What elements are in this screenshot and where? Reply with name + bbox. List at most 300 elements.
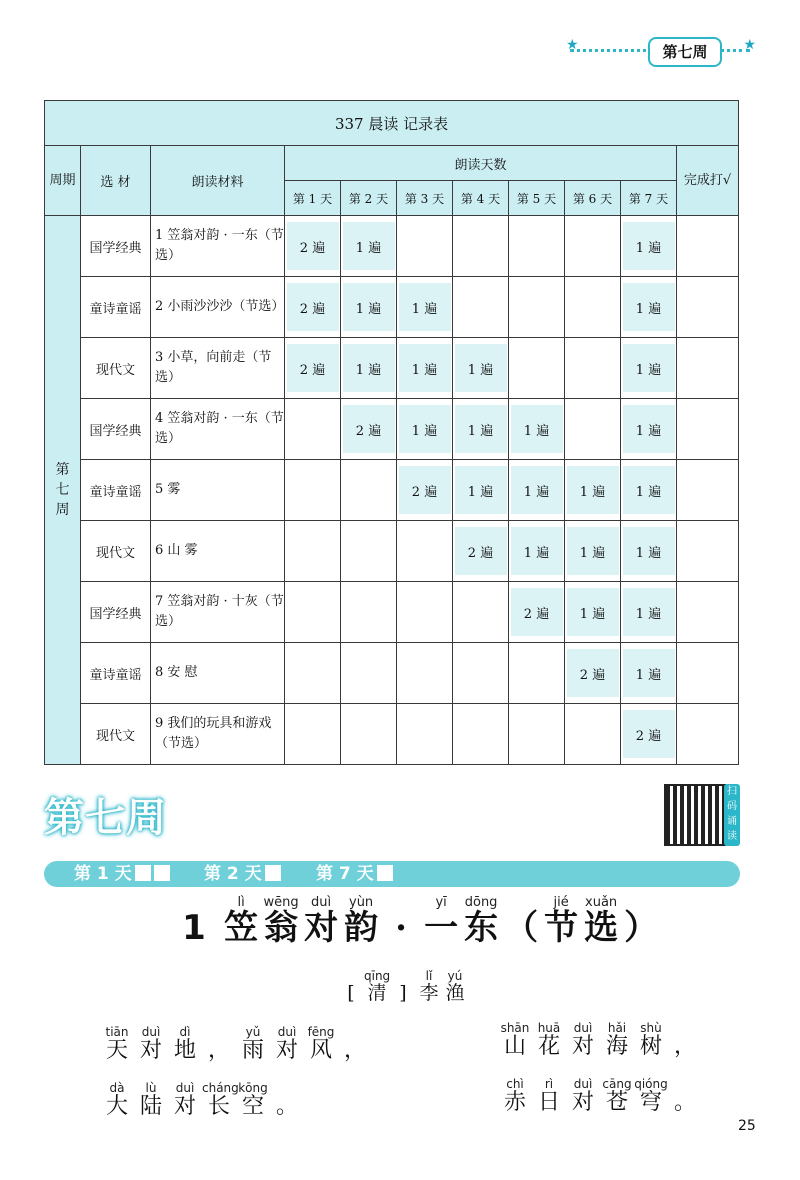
week-label: 第七周 bbox=[45, 216, 81, 765]
reading-count bbox=[287, 588, 339, 636]
hanzi: 翁 bbox=[264, 908, 299, 948]
pinyin: lǐ bbox=[425, 969, 433, 983]
reading-count-cell bbox=[565, 399, 621, 460]
reading-count-cell bbox=[397, 338, 453, 399]
hanzi: 长 bbox=[207, 1094, 230, 1119]
poem-line bbox=[498, 1076, 702, 1114]
ruby-char bbox=[498, 1020, 532, 1058]
reading-count-cell bbox=[397, 460, 453, 521]
reading-count: 1 遍 bbox=[511, 405, 563, 453]
reading-count bbox=[343, 710, 395, 758]
pinyin: qióng bbox=[634, 1077, 668, 1091]
reading-count-cell bbox=[565, 460, 621, 521]
ruby-char bbox=[566, 1020, 600, 1058]
reading-count-cell bbox=[509, 582, 565, 643]
ruby-char bbox=[501, 895, 541, 948]
select-category: 现代文 bbox=[81, 338, 151, 399]
ruby-char bbox=[668, 1076, 702, 1114]
reading-count-cell bbox=[453, 521, 509, 582]
ruby-char bbox=[600, 1076, 634, 1114]
pinyin: jié bbox=[553, 895, 569, 910]
ruby-char bbox=[442, 968, 468, 1003]
reading-count-cell bbox=[621, 521, 677, 582]
hanzi: 一 bbox=[424, 908, 459, 948]
hanzi: 赤 bbox=[503, 1090, 526, 1115]
reading-count-cell bbox=[565, 643, 621, 704]
ruby-char bbox=[304, 1024, 338, 1062]
ruby-char bbox=[634, 1020, 668, 1058]
reading-count: 1 遍 bbox=[623, 344, 675, 392]
reading-count-cell bbox=[453, 277, 509, 338]
ruby-char bbox=[532, 1020, 566, 1058]
pinyin: wēng bbox=[263, 895, 299, 910]
pinyin: dōng bbox=[464, 895, 498, 910]
reading-count-cell bbox=[397, 582, 453, 643]
reading-count: 1 遍 bbox=[455, 344, 507, 392]
select-category: 童诗童谣 bbox=[81, 277, 151, 338]
reading-count-cell bbox=[341, 643, 397, 704]
reading-record-table bbox=[44, 100, 739, 765]
reading-count-cell bbox=[509, 643, 565, 704]
reading-count-cell bbox=[565, 338, 621, 399]
pinyin: chì bbox=[506, 1077, 524, 1091]
reading-count: 1 遍 bbox=[343, 283, 395, 331]
reading-count: 2 遍 bbox=[511, 588, 563, 636]
pinyin: yī bbox=[435, 895, 447, 910]
day-item: 第 7 天 bbox=[316, 861, 393, 887]
hanzi: ） bbox=[624, 908, 659, 948]
pinyin: hǎi bbox=[607, 1021, 627, 1035]
hanzi: [ bbox=[347, 982, 355, 1004]
reading-count bbox=[399, 588, 451, 636]
hanzi: 选 bbox=[584, 908, 619, 948]
day-header: 第 5 天 bbox=[509, 181, 565, 216]
ruby-char bbox=[634, 1076, 668, 1114]
reading-count-cell bbox=[285, 338, 341, 399]
reading-count-cell bbox=[621, 338, 677, 399]
poem-line bbox=[498, 1020, 702, 1058]
reading-count-cell bbox=[285, 399, 341, 460]
day-header: 第 1 天 bbox=[285, 181, 341, 216]
reading-count-cell bbox=[397, 216, 453, 277]
hanzi: 陆 bbox=[139, 1094, 162, 1119]
ruby-char bbox=[100, 1024, 134, 1062]
hanzi: 。 bbox=[275, 1094, 298, 1119]
pinyin: lì bbox=[237, 895, 245, 910]
reading-count-cell bbox=[285, 216, 341, 277]
reading-count bbox=[343, 649, 395, 697]
poem-line bbox=[100, 1024, 372, 1062]
reading-count bbox=[399, 649, 451, 697]
pinyin: shù bbox=[640, 1021, 662, 1035]
reading-count: 2 遍 bbox=[399, 466, 451, 514]
hanzi: 空 bbox=[241, 1094, 264, 1119]
reading-count-cell bbox=[565, 704, 621, 765]
hanzi: （ bbox=[504, 908, 539, 948]
reading-count: 1 遍 bbox=[623, 283, 675, 331]
pinyin: tiān bbox=[105, 1025, 129, 1039]
reading-count bbox=[511, 649, 563, 697]
poem-line bbox=[100, 1080, 304, 1118]
hanzi: 苍 bbox=[605, 1090, 628, 1115]
reading-count-cell bbox=[341, 521, 397, 582]
ruby-char bbox=[236, 1080, 270, 1118]
hanzi: 。 bbox=[673, 1090, 696, 1115]
reading-count bbox=[287, 710, 339, 758]
hanzi: 地 bbox=[173, 1038, 196, 1063]
qr-code-icon[interactable] bbox=[664, 784, 726, 846]
ruby-char bbox=[168, 1080, 202, 1118]
hanzi: 李 bbox=[419, 982, 439, 1004]
reading-count: 2 遍 bbox=[287, 222, 339, 270]
reading-count-cell bbox=[453, 643, 509, 704]
pinyin: duì bbox=[573, 1077, 593, 1091]
pinyin: yǔ bbox=[245, 1025, 261, 1039]
pinyin: duì bbox=[573, 1021, 593, 1035]
reading-count-cell bbox=[341, 338, 397, 399]
ruby-char bbox=[532, 1076, 566, 1114]
ruby-char bbox=[168, 1024, 202, 1062]
material-name: 2 小雨沙沙沙（节选） bbox=[151, 277, 285, 338]
hanzi: 对 bbox=[304, 908, 339, 948]
reading-count: 1 遍 bbox=[399, 344, 451, 392]
material-name: 9 我们的玩具和游戏（节选） bbox=[151, 704, 285, 765]
reading-count bbox=[455, 588, 507, 636]
reading-count: 2 遍 bbox=[455, 527, 507, 575]
reading-count-cell bbox=[509, 704, 565, 765]
table-row bbox=[45, 460, 739, 521]
done-checkbox[interactable] bbox=[677, 460, 739, 521]
ruby-char bbox=[338, 1024, 372, 1062]
reading-count-cell bbox=[397, 704, 453, 765]
hanzi: 天 bbox=[105, 1038, 128, 1063]
reading-count bbox=[399, 710, 451, 758]
pinyin: huā bbox=[537, 1021, 561, 1035]
select-category: 国学经典 bbox=[81, 216, 151, 277]
reading-count-cell bbox=[453, 338, 509, 399]
hanzi: 对 bbox=[139, 1038, 162, 1063]
ruby-char bbox=[134, 1024, 168, 1062]
reading-count: 1 遍 bbox=[567, 588, 619, 636]
hanzi: 对 bbox=[275, 1038, 298, 1063]
reading-count-cell bbox=[341, 399, 397, 460]
hanzi: ， bbox=[673, 1034, 696, 1059]
qr-label: 扫码诵读 bbox=[724, 784, 740, 846]
table-row bbox=[45, 399, 739, 460]
select-category: 现代文 bbox=[81, 704, 151, 765]
ruby-char bbox=[600, 1020, 634, 1058]
hanzi: 海 bbox=[605, 1034, 628, 1059]
select-category: 国学经典 bbox=[81, 582, 151, 643]
material-name: 8 安 慰 bbox=[151, 643, 285, 704]
reading-count: 1 遍 bbox=[623, 527, 675, 575]
pinyin: cāng bbox=[602, 1077, 632, 1091]
col-done: 完成打√ bbox=[677, 146, 739, 216]
reading-count-cell bbox=[565, 216, 621, 277]
week-title: 第七周 bbox=[44, 795, 167, 841]
material-name: 6 山 雾 bbox=[151, 521, 285, 582]
ruby-char bbox=[236, 1024, 270, 1062]
reading-count-cell bbox=[453, 460, 509, 521]
select-category: 国学经典 bbox=[81, 399, 151, 460]
day-header: 第 3 天 bbox=[397, 181, 453, 216]
reading-count bbox=[511, 344, 563, 392]
reading-count-cell bbox=[621, 460, 677, 521]
hanzi: 风 bbox=[309, 1038, 332, 1063]
hanzi: 山 bbox=[503, 1034, 526, 1059]
day-header: 第 2 天 bbox=[341, 181, 397, 216]
reading-count-cell bbox=[509, 216, 565, 277]
reading-count: 2 遍 bbox=[567, 649, 619, 697]
ruby-char bbox=[421, 895, 461, 948]
ruby-char bbox=[270, 1024, 304, 1062]
reading-count: 1 遍 bbox=[399, 283, 451, 331]
ruby-char bbox=[541, 895, 581, 948]
reading-count-cell bbox=[397, 521, 453, 582]
reading-count-cell bbox=[453, 399, 509, 460]
ruby-char bbox=[202, 1080, 239, 1119]
pinyin: duì bbox=[141, 1025, 161, 1039]
star-icon: ★ bbox=[566, 37, 579, 53]
ruby-char bbox=[581, 895, 621, 948]
reading-count bbox=[511, 222, 563, 270]
reading-count: 1 遍 bbox=[567, 527, 619, 575]
week-tab-label: 第七周 bbox=[648, 37, 722, 67]
reading-count: 1 遍 bbox=[511, 466, 563, 514]
reading-count-cell bbox=[285, 277, 341, 338]
reading-count bbox=[399, 222, 451, 270]
reading-count: 1 遍 bbox=[511, 527, 563, 575]
reading-count bbox=[455, 649, 507, 697]
reading-count-cell bbox=[621, 399, 677, 460]
select-category: 童诗童谣 bbox=[81, 460, 151, 521]
reading-count bbox=[287, 466, 339, 514]
reading-count: 1 遍 bbox=[399, 405, 451, 453]
pinyin: lù bbox=[145, 1081, 157, 1095]
reading-count: 2 遍 bbox=[287, 283, 339, 331]
hanzi: 渔 bbox=[445, 982, 465, 1004]
reading-count bbox=[399, 527, 451, 575]
reading-count-cell bbox=[509, 277, 565, 338]
reading-count bbox=[343, 466, 395, 514]
done-checkbox[interactable] bbox=[677, 399, 739, 460]
material-name: 3 小草，向前走（节选） bbox=[151, 338, 285, 399]
select-category: 童诗童谣 bbox=[81, 643, 151, 704]
reading-count bbox=[343, 588, 395, 636]
table-row bbox=[45, 338, 739, 399]
hanzi: 笠 bbox=[224, 908, 259, 948]
pinyin: duì bbox=[175, 1081, 195, 1095]
col-select: 选 材 bbox=[81, 146, 151, 216]
poem-title bbox=[172, 895, 661, 948]
reading-count-cell bbox=[285, 582, 341, 643]
reading-count-cell bbox=[285, 643, 341, 704]
reading-count-cell bbox=[453, 216, 509, 277]
reading-count: 2 遍 bbox=[343, 405, 395, 453]
hanzi: 对 bbox=[571, 1090, 594, 1115]
ruby-char bbox=[261, 895, 301, 948]
done-checkbox[interactable] bbox=[677, 521, 739, 582]
pinyin: duì bbox=[277, 1025, 297, 1039]
reading-count bbox=[455, 283, 507, 331]
hanzi: 韵 bbox=[344, 908, 379, 948]
page-number: 25 bbox=[738, 1118, 756, 1134]
table-row bbox=[45, 277, 739, 338]
reading-count bbox=[511, 710, 563, 758]
ruby-char bbox=[621, 895, 661, 948]
reading-count-cell bbox=[397, 399, 453, 460]
reading-count: 1 遍 bbox=[343, 222, 395, 270]
reading-count: 2 遍 bbox=[287, 344, 339, 392]
reading-count-cell bbox=[453, 582, 509, 643]
week-header-tab bbox=[566, 35, 756, 67]
hanzi: 清 bbox=[367, 982, 387, 1004]
done-checkbox[interactable] bbox=[677, 277, 739, 338]
reading-count-cell bbox=[341, 704, 397, 765]
pinyin: yùn bbox=[349, 895, 374, 910]
pinyin: cháng bbox=[202, 1081, 239, 1095]
table-title: 337 晨读 记录表 bbox=[45, 101, 739, 146]
reading-count-cell bbox=[341, 582, 397, 643]
table-row bbox=[45, 582, 739, 643]
ruby-char bbox=[498, 1076, 532, 1114]
checkbox-icon[interactable] bbox=[154, 865, 170, 881]
pinyin: fēng bbox=[307, 1025, 335, 1039]
hanzi: ， bbox=[343, 1038, 366, 1063]
pinyin: yú bbox=[447, 969, 463, 983]
reading-count-cell bbox=[341, 460, 397, 521]
day-item: 第 2 天 bbox=[204, 861, 281, 887]
done-checkbox[interactable] bbox=[677, 338, 739, 399]
material-name: 5 雾 bbox=[151, 460, 285, 521]
pinyin: dì bbox=[179, 1025, 191, 1039]
reading-count-cell bbox=[509, 460, 565, 521]
reading-count-cell bbox=[565, 582, 621, 643]
reading-count bbox=[287, 649, 339, 697]
reading-count bbox=[287, 405, 339, 453]
hanzi: 对 bbox=[571, 1034, 594, 1059]
reading-count: 2 遍 bbox=[623, 710, 675, 758]
reading-count-cell bbox=[341, 277, 397, 338]
reading-count-cell bbox=[285, 704, 341, 765]
reading-count bbox=[287, 527, 339, 575]
table-row bbox=[45, 521, 739, 582]
col-days: 朗读天数 bbox=[285, 146, 677, 181]
reading-count-cell bbox=[621, 216, 677, 277]
hanzi: 东 bbox=[464, 908, 499, 948]
material-name: 7 笠翁对韵 · 十灰（节选） bbox=[151, 582, 285, 643]
reading-count: 1 遍 bbox=[343, 344, 395, 392]
done-checkbox[interactable] bbox=[677, 704, 739, 765]
hanzi: 雨 bbox=[241, 1038, 264, 1063]
reading-count-cell bbox=[285, 460, 341, 521]
pinyin: xuǎn bbox=[585, 895, 618, 910]
table-row bbox=[45, 216, 739, 277]
pinyin: qīng bbox=[364, 969, 391, 983]
reading-count: 1 遍 bbox=[455, 405, 507, 453]
hanzi: 日 bbox=[537, 1090, 560, 1115]
day-header: 第 4 天 bbox=[453, 181, 509, 216]
day-header: 第 6 天 bbox=[565, 181, 621, 216]
ruby-char bbox=[566, 1076, 600, 1114]
material-name: 4 笠翁对韵 · 一东（节选） bbox=[151, 399, 285, 460]
reading-count: 1 遍 bbox=[623, 588, 675, 636]
reading-count bbox=[567, 222, 619, 270]
hanzi: 花 bbox=[537, 1034, 560, 1059]
reading-count-cell bbox=[509, 521, 565, 582]
checkbox-icon[interactable] bbox=[377, 865, 393, 881]
star-icon: ★ bbox=[743, 37, 756, 53]
reading-count: 1 遍 bbox=[623, 649, 675, 697]
reading-count: 1 遍 bbox=[623, 405, 675, 453]
pinyin: kōng bbox=[238, 1081, 268, 1095]
reading-count-cell bbox=[621, 704, 677, 765]
hanzi: 对 bbox=[173, 1094, 196, 1119]
reading-count bbox=[567, 344, 619, 392]
col-week: 周期 bbox=[45, 146, 81, 216]
ruby-char bbox=[100, 1080, 134, 1118]
reading-count-cell bbox=[397, 643, 453, 704]
poem-number: 1 bbox=[182, 908, 206, 948]
reading-count-cell bbox=[509, 338, 565, 399]
col-material: 朗读材料 bbox=[151, 146, 285, 216]
ruby-char bbox=[381, 895, 421, 948]
table-row bbox=[45, 704, 739, 765]
ruby-char bbox=[461, 895, 501, 948]
reading-count bbox=[455, 222, 507, 270]
hanzi: ] bbox=[399, 982, 407, 1004]
done-checkbox[interactable] bbox=[677, 643, 739, 704]
reading-count-cell bbox=[285, 521, 341, 582]
ruby-char bbox=[364, 968, 390, 1003]
reading-count bbox=[567, 283, 619, 331]
ruby-char bbox=[390, 968, 416, 1003]
day-item: 第 1 天 bbox=[74, 861, 170, 887]
reading-count bbox=[567, 710, 619, 758]
reading-count: 1 遍 bbox=[567, 466, 619, 514]
select-category: 现代文 bbox=[81, 521, 151, 582]
reading-count: 1 遍 bbox=[455, 466, 507, 514]
done-checkbox[interactable] bbox=[677, 582, 739, 643]
ruby-char bbox=[341, 895, 381, 948]
ruby-char bbox=[202, 1024, 236, 1062]
reading-count bbox=[455, 710, 507, 758]
poem-author bbox=[338, 968, 468, 1003]
ruby-char bbox=[416, 968, 442, 1003]
hanzi: 穹 bbox=[639, 1090, 662, 1115]
checkbox-icon[interactable] bbox=[135, 865, 151, 881]
reading-count bbox=[343, 527, 395, 575]
hanzi: 大 bbox=[105, 1094, 128, 1119]
hanzi: ， bbox=[207, 1038, 230, 1063]
ruby-char bbox=[134, 1080, 168, 1118]
day-header: 第 7 天 bbox=[621, 181, 677, 216]
reading-count-cell bbox=[397, 277, 453, 338]
pinyin: dà bbox=[109, 1081, 125, 1095]
hanzi: 树 bbox=[639, 1034, 662, 1059]
reading-count-cell bbox=[453, 704, 509, 765]
material-name: 1 笠翁对韵 · 一东（节选） bbox=[151, 216, 285, 277]
done-checkbox[interactable] bbox=[677, 216, 739, 277]
day-checkbar bbox=[44, 861, 740, 887]
ruby-char bbox=[270, 1080, 304, 1118]
checkbox-icon[interactable] bbox=[265, 865, 281, 881]
reading-count: 1 遍 bbox=[623, 466, 675, 514]
ruby-char bbox=[221, 895, 261, 948]
hanzi: · bbox=[395, 908, 408, 948]
ruby-char bbox=[301, 895, 341, 948]
reading-count-cell bbox=[341, 216, 397, 277]
